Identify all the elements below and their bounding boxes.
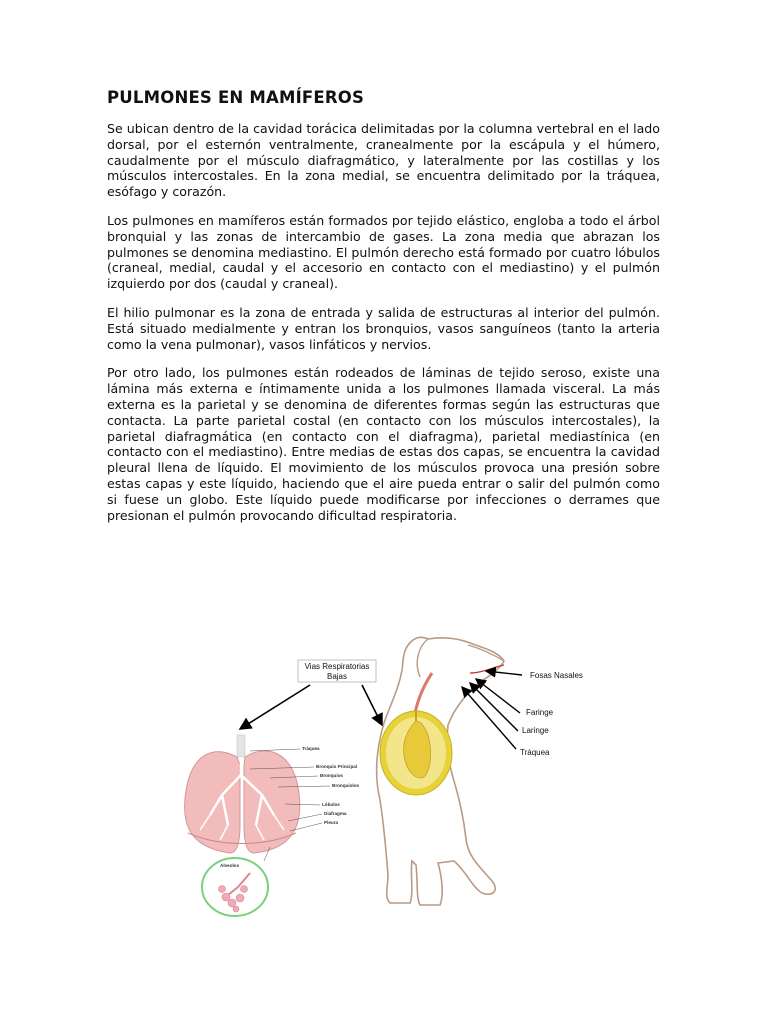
svg-text:Lóbulos: Lóbulos bbox=[322, 802, 340, 807]
respiratory-figure bbox=[170, 625, 640, 935]
svg-text:Bronquio Principal: Bronquio Principal bbox=[316, 764, 358, 769]
svg-text:Pleura: Pleura bbox=[324, 820, 339, 825]
svg-text:Tráquea: Tráquea bbox=[302, 746, 320, 751]
arrow-to-lungs bbox=[240, 685, 310, 729]
arrow-to-dog-chest bbox=[362, 685, 382, 725]
lungs-illustration bbox=[185, 735, 360, 861]
svg-text:Tráquea: Tráquea bbox=[520, 748, 550, 757]
dog-illustration bbox=[377, 637, 504, 905]
svg-text:Faringe: Faringe bbox=[526, 708, 554, 717]
paragraph-location: Se ubican dentro de la cavidad torácica delimitadas por la columna vertebral en el lado dorsal, por el esternón ventralmente, cranealmente por la escápula y el húmero, caudalmente por el músculo diafragmático, y lateralmente por las costillas y los músculos intercostales. En la zona medial, se encuentra delimitado por la tráquea, esófago y corazón. bbox=[107, 121, 660, 200]
document-page bbox=[107, 88, 660, 536]
paragraph-hilum: El hilio pulmonar es la zona de entrada y salida de estructuras al interior del pulmón. Está situado medialmente y entran los bronquios, vasos sanguíneos (tanto la arteria como la vena pulmonar), vasos linfáticos y nervios. bbox=[107, 304, 660, 352]
svg-text:Laringe: Laringe bbox=[522, 726, 549, 735]
paragraph-pleura: Por otro lado, los pulmones están rodeados de láminas de tejido seroso, existe una lámina más externa e íntimamente unida a los pulmones llamada visceral. La más externa es la parietal y se denomina de diferentes formas según las estructuras que contacta. La parte parietal costal (en contacto con los músculos intercostales), la parietal diafragmática (en contacto con el diafragma), parietal mediastínica (en contacto con el mediastino). Entre medias de estas dos capas, se encuentra la cavidad pleural llena de líquido. El movimiento de los músculos provoca una presión sobre estas capas y este líquido, haciendo que el aire pueda entrar o salir del pulmón como si fuese un globo. Este líquido puede modificarse por infecciones o derrames que presionan el pulmón provocando dificultad respiratoria. bbox=[107, 365, 660, 523]
svg-text:Vias Respiratorias: Vias Respiratorias bbox=[304, 662, 370, 671]
svg-text:Fosas Nasales: Fosas Nasales bbox=[530, 671, 583, 680]
respiratory-illustration bbox=[170, 625, 640, 935]
arrow-trachea bbox=[462, 687, 516, 749]
svg-text:Alveolos: Alveolos bbox=[220, 863, 240, 868]
alveoli-inset bbox=[202, 858, 268, 916]
lower-airways-label bbox=[298, 660, 376, 682]
paragraph-structure: Los pulmones en mamíferos están formados por tejido elástico, engloba a todo el árbol bronquial y las zonas de intercambio de gases. La zona media que abrazan los pulmones se denomina mediastino. El pulmón derecho está formado por cuatro lóbulos (craneal, medial, caudal y el accesorio en contacto con el mediastino) y el pulmón izquierdo por dos (caudal y craneal). bbox=[107, 212, 660, 292]
svg-text:Bronquios: Bronquios bbox=[320, 773, 343, 778]
page-title: PULMONES EN MAMÍFEROS bbox=[107, 88, 365, 107]
upper-airway-labels bbox=[462, 671, 583, 757]
svg-text:Bronquiolos: Bronquiolos bbox=[332, 783, 360, 788]
svg-text:Diafragma: Diafragma bbox=[324, 811, 347, 816]
svg-text:Bajas: Bajas bbox=[326, 672, 348, 681]
